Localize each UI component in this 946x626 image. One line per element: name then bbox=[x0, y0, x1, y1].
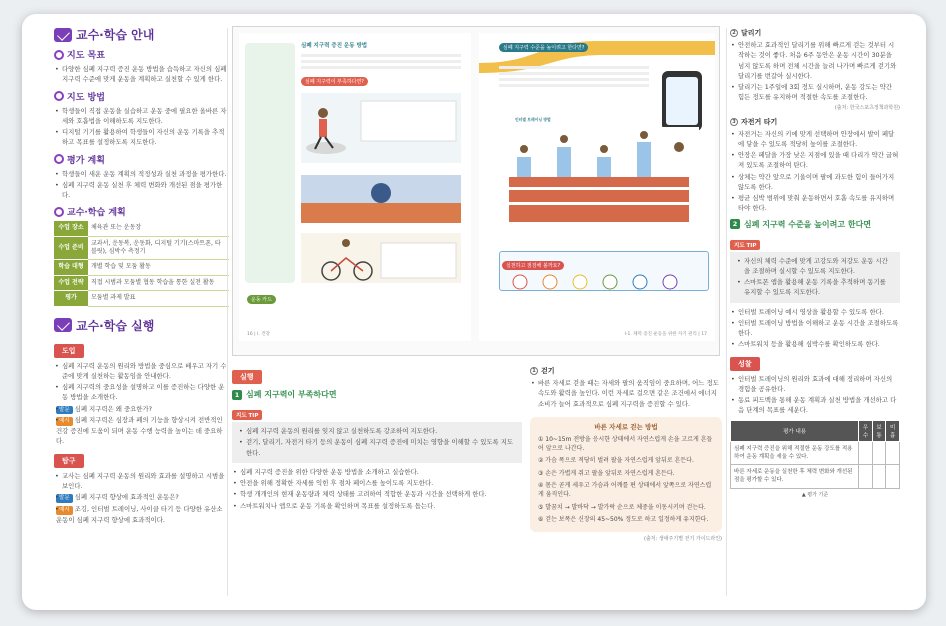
walking-step: ⑤ 발꿈치 → 발바닥 → 발가락 순으로 체중을 이동시키며 걷는다. bbox=[538, 503, 706, 511]
reflection-item: • 동료 피드백을 통해 운동 계획과 실천 방법을 개선하고 다음 단계의 목표를 세운다. bbox=[730, 395, 900, 416]
teaching-tip-badge: 지도 TIP bbox=[730, 240, 760, 250]
table-row bbox=[54, 275, 229, 290]
running-source: (출처: 한국스포츠정책과학원) bbox=[834, 104, 900, 111]
column-divider bbox=[227, 28, 228, 596]
teaching-practice-icon bbox=[54, 318, 72, 332]
plan-key: 수업 준비 bbox=[54, 236, 88, 260]
intro-answer bbox=[54, 415, 229, 446]
walking-number: 1 bbox=[530, 367, 538, 375]
cycling-number: 3 bbox=[730, 118, 738, 126]
method-item: • 디지털 기기를 활용하여 학생들이 자신의 운동 기록을 추적하고 목표를 설정하도록 지도한다. bbox=[54, 127, 229, 148]
spread-left-page bbox=[239, 33, 471, 341]
cycling-title: 자전거 타기 bbox=[741, 117, 778, 126]
eval-item: • 심폐 지구력 운동 실천 후 체력 변화와 개선된 점을 평가한다. bbox=[54, 180, 229, 201]
section-2-header bbox=[730, 219, 900, 230]
walking-method-box bbox=[530, 417, 722, 532]
goal-header bbox=[54, 48, 229, 61]
sidebar-notes bbox=[245, 43, 295, 283]
rating-cell[interactable] bbox=[859, 465, 873, 489]
stage-explore-label: 탐구 bbox=[54, 454, 84, 468]
spread-left-subtitle: 심폐 지구력이 부족하다면? bbox=[301, 77, 368, 86]
exercise-card-label: 운동 카드 bbox=[247, 295, 276, 304]
tip-item: • 심폐 지구력 운동의 원리를 잊지 않고 실천하도록 강조하여 지도한다. bbox=[238, 426, 516, 436]
method-header bbox=[54, 90, 229, 103]
execution-item: • 스마트워치나 앱으로 운동 기록을 확인하며 목표를 설정하도록 돕는다. bbox=[232, 501, 522, 511]
rating-cell[interactable] bbox=[886, 465, 900, 489]
cycling-item: • 평균 심박 범위에 맞춰 운동하면서 호흡 속도를 유지하며 타야 한다. bbox=[730, 193, 900, 214]
evaluation-table bbox=[730, 420, 900, 489]
plan-key: 수업 전략 bbox=[54, 275, 88, 290]
running-item: • 달리기는 1주일에 3회 정도 실시하며, 운동 강도는 약간 힘든 정도를 유지하며 적절한 속도를 조절한다. bbox=[730, 82, 900, 103]
walking-step: ④ 몸은 곧게 세우고 가슴과 어깨를 편 상태에서 앞쪽으로 자연스럽게 움직인다. bbox=[538, 481, 712, 499]
walking-step: ③ 손은 가볍게 쥐고 팔을 앞뒤로 자연스럽게 흔든다. bbox=[538, 469, 675, 477]
right-column bbox=[730, 26, 900, 498]
spread-left-illustration bbox=[301, 93, 461, 283]
section-number: 2 bbox=[730, 219, 740, 229]
walking-step: ② 가슴 폭으로 적당히 벌려 팔을 자연스럽게 앞뒤로 흔든다. bbox=[538, 457, 694, 465]
explore-question bbox=[54, 492, 229, 503]
tip-box bbox=[730, 252, 900, 303]
cycling-item: • 상체는 약간 앞으로 기울이며 팔에 과도한 힘이 들어가지 않도록 한다. bbox=[730, 172, 900, 193]
practice-header bbox=[54, 317, 229, 334]
textbook-page bbox=[22, 14, 926, 610]
intro-item: • 심폐 지구력 운동의 원리와 방법을 중심으로 배우고 자기 수준에 맞게 실천하는 활동임을 안내한다. bbox=[54, 361, 229, 382]
stage-execution-label: 실행 bbox=[232, 370, 262, 384]
gear-icon bbox=[54, 207, 64, 217]
eval-title: 평가 계획 bbox=[67, 155, 105, 166]
criteria-cell: 바른 자세로 운동을 실천한 후 체력 변화와 개선된 점을 평가할 수 있다. bbox=[731, 465, 859, 489]
running-title: 달리기 bbox=[741, 29, 762, 37]
interval-item: • 인터벌 트레이닝 예시 영상을 활용할 수 있도록 한다. bbox=[730, 307, 900, 317]
plan-value: 체육관 또는 운동장 bbox=[88, 221, 229, 236]
walking-title: 걷기 bbox=[541, 367, 555, 375]
column-header: 평가 내용 bbox=[731, 420, 859, 441]
question-text: 심폐 지구력 향상에 효과적인 운동은? bbox=[74, 493, 179, 502]
cycling-header bbox=[730, 117, 900, 127]
walking-header bbox=[530, 366, 722, 376]
plan-value: 교과서, 운동복, 운동화, 디지털 기기(스마트폰, 타블릿), 심박수 측정기 bbox=[88, 236, 229, 260]
check-box bbox=[499, 251, 709, 291]
running-item: • 안전하고 효과적인 달리기를 위해 빠르게 걷는 것부터 시작하는 것이 좋다. 처음 6주 동안은 운동 시간이 30분을 넘지 않도록 하며 전체 시간을 늘려 나가며 빠르게 걷기와 달리기를 번갈아 실시한다. bbox=[730, 40, 900, 81]
spread-right-page bbox=[479, 33, 715, 341]
interval-graph-label: 인터벌 트레이닝 방법 bbox=[515, 117, 551, 122]
walking-step: ⑥ 걷는 보폭은 신장의 45~50% 정도로 하고 일정하게 유지한다. bbox=[538, 515, 709, 523]
rating-cell[interactable] bbox=[872, 441, 886, 465]
page-unit: I. 건강 bbox=[257, 332, 271, 337]
spread-left-footer: 16 | I. 건강 bbox=[247, 332, 271, 337]
table-row bbox=[54, 291, 229, 306]
plan-value: 개별 학습 및 모둠 활동 bbox=[88, 260, 229, 275]
tip-item: • 걷기, 달리기, 자전거 타기 등의 운동이 심폐 지구력 증진에 미치는 영향을 이해할 수 있도록 지도한다. bbox=[238, 437, 516, 458]
execution-item: • 안전을 위해 정확한 자세를 익힌 후 점차 페이스를 높이도록 지도한다. bbox=[232, 478, 522, 488]
walking-text: • 바른 자세로 걷을 때는 자세와 팔의 움직임이 중요하며, 어느 정도 속도와 활력을 높인다. 이런 자세로 걸으면 같은 조건에서 에너지 소비가 늘어 효과적으로 심폐 지구력을 증진할 수 있다. bbox=[530, 378, 722, 409]
interval-item: • 인터벌 트레이닝 방법을 이해하고 운동 시간을 조절하도록 한다. bbox=[730, 318, 900, 339]
example-badge: 예시 bbox=[56, 506, 73, 515]
rating-cell[interactable] bbox=[886, 441, 900, 465]
page-number: 17 bbox=[701, 332, 707, 337]
spread-left-title: 심폐 지구력 증진 운동 방법 bbox=[301, 43, 368, 49]
gear-icon bbox=[54, 50, 64, 60]
interval-training-illustration bbox=[499, 127, 699, 247]
eval-header bbox=[54, 153, 229, 166]
reflection-item: • 인터벌 트레이닝의 원리와 효과에 대해 정리하며 자신의 경험을 공유한다. bbox=[730, 374, 900, 395]
goal-item: • 다양한 심폐 지구력 증진 운동 방법을 습득하고 자신의 심폐 지구력 수준에 맞게 운동을 계획하고 실천할 수 있게 한다. bbox=[54, 64, 229, 85]
execution-column bbox=[232, 364, 522, 512]
page-number: 16 bbox=[247, 332, 253, 337]
method-title: 지도 방법 bbox=[67, 92, 105, 103]
walking-method-title: 바른 자세로 걷는 방법 bbox=[594, 422, 658, 431]
table-row bbox=[731, 465, 900, 489]
question-badge: 발문 bbox=[56, 494, 73, 503]
intro-question bbox=[54, 404, 229, 415]
example-text: 조깅, 인터벌 트레이닝, 사이클 타기 등 다양한 유산소 운동이 심폐 지구력 향상에 효과적이다. bbox=[56, 504, 223, 524]
plan-key: 수업 장소 bbox=[54, 221, 88, 236]
tip-item: • 자신의 체력 수준에 맞게 고강도와 저강도 운동 시간을 조절하며 실시할 수 있도록 지도한다. bbox=[736, 256, 894, 277]
rating-cell[interactable] bbox=[859, 441, 873, 465]
guide-header bbox=[54, 26, 229, 43]
table-header-row bbox=[731, 420, 900, 441]
table-row bbox=[54, 221, 229, 236]
execution-item: • 학생 개개인의 현재 운동량과 체력 상태를 고려하여 적합한 운동과 시간을 선택하게 한다. bbox=[232, 489, 522, 499]
table-row bbox=[54, 236, 229, 260]
section-1-header bbox=[232, 389, 522, 400]
check-title: 실천하고 점검해 볼까요? bbox=[502, 261, 564, 270]
spread-right-body bbox=[499, 63, 649, 90]
plan-key: 학습 대형 bbox=[54, 260, 88, 275]
spread-right-footer: I-1. 체력 증진 운동을 위한 자기 관리 | 17 bbox=[624, 332, 707, 337]
plan-value: 모둠별 과제 발표 bbox=[88, 291, 229, 306]
plan-table bbox=[54, 221, 229, 306]
intro-item: • 심폐 지구력의 중요성을 설명하고 이를 증진하는 다양한 운동 방법을 소개한다. bbox=[54, 382, 229, 403]
gear-icon bbox=[54, 154, 64, 164]
guide-column bbox=[54, 26, 229, 526]
explore-item: • 교사는 심폐 지구력 운동의 원리와 효과를 설명하고 시범을 보인다. bbox=[54, 471, 229, 492]
table-row bbox=[54, 260, 229, 275]
example-text: 심폐 지구력은 심장과 폐의 기능을 향상시켜 전반적인 건강 증진에 도움이 되며 운동 수행 능력을 높이는 데 중요하다. bbox=[56, 416, 223, 446]
column-divider bbox=[726, 28, 727, 596]
example-badge: 예시 bbox=[56, 417, 73, 426]
eval-item: • 학생들이 새운 운동 계획의 적정성과 실천 과정을 평가한다. bbox=[54, 169, 229, 179]
walking-step: ① 10~15m 전방을 응시한 상태에서 자연스럽게 손을 고르게 흔들어 앞으로 나간다. bbox=[538, 435, 713, 453]
walking-column bbox=[530, 364, 722, 542]
tip-item: • 스마트폰 앱을 활용해 운동 기록을 추적하며 동기를 유지할 수 있도록 지도한다. bbox=[736, 277, 894, 298]
page-unit: I-1. 체력 증진 운동을 위한 자기 관리 bbox=[624, 332, 697, 337]
plan-header bbox=[54, 205, 229, 218]
gear-icon bbox=[54, 91, 64, 101]
column-header: 우수 bbox=[859, 420, 873, 441]
rating-cell[interactable] bbox=[872, 465, 886, 489]
column-header: 미흡 bbox=[886, 420, 900, 441]
tip-box bbox=[232, 422, 522, 463]
question-text: 심폐 지구력은 왜 중요한가? bbox=[74, 404, 153, 413]
interval-item: • 스마트워치 등을 활용해 심박수를 확인하도록 한다. bbox=[730, 339, 900, 349]
section-title: 심폐 지구력 수준을 높이려고 한다면 bbox=[744, 219, 872, 229]
check-score-icons bbox=[500, 272, 700, 292]
spread-left-body bbox=[301, 51, 461, 72]
goal-title: 지도 목표 bbox=[67, 51, 105, 61]
teaching-tip-badge: 지도 TIP bbox=[232, 410, 262, 420]
running-header bbox=[730, 28, 900, 38]
table-caption: ▲ 평가 기준 bbox=[801, 491, 829, 498]
column-header: 보통 bbox=[872, 420, 886, 441]
stage-reflection-label: 성찰 bbox=[730, 357, 760, 371]
cycling-item: • 안장은 페달을 가장 낮은 지점에 있을 때 다리가 약간 굽혀져 있도록 조절하여 탄다. bbox=[730, 150, 900, 171]
plan-value: 직접 시범과 모둠별 협동 학습을 통한 실천 활동 bbox=[88, 275, 229, 290]
section-title: 심폐 지구력이 부족하다면 bbox=[246, 390, 337, 399]
spread-right-banner: 심폐 지구력 수준을 높이려고 한다면? bbox=[499, 43, 588, 52]
execution-item: • 심폐 지구력 증진을 위한 다양한 운동 방법을 소개하고 실습한다. bbox=[232, 467, 522, 477]
explore-answer bbox=[54, 504, 229, 525]
method-item: • 학생들이 직접 운동을 실습하고 운동 중에 필요한 올바른 자세와 호흡법을 이해하도록 지도한다. bbox=[54, 106, 229, 127]
guide-title: 교수·학습 안내 bbox=[76, 28, 155, 42]
running-number: 2 bbox=[730, 29, 738, 37]
practice-title: 교수·학습 실행 bbox=[76, 318, 155, 333]
section-number: 1 bbox=[232, 390, 242, 400]
textbook-spread bbox=[232, 26, 720, 356]
cycling-item: • 자전거는 자신의 키에 맞게 선택하며 안장에서 발이 페달에 닿을 수 있도록 적당히 높이를 조절한다. bbox=[730, 129, 900, 150]
criteria-cell: 심폐 지구력 증진을 위해 적절한 운동 강도를 적용하여 운동 계획을 세울 수 있다. bbox=[731, 441, 859, 465]
question-badge: 발문 bbox=[56, 406, 73, 415]
table-row bbox=[731, 441, 900, 465]
teaching-guide-icon bbox=[54, 28, 72, 42]
plan-key: 평가 bbox=[54, 291, 88, 306]
walking-source: (출처: 생애주기별 걷기 가이드라인) bbox=[644, 536, 722, 543]
stage-intro-label: 도입 bbox=[54, 344, 84, 358]
plan-title: 교수·학습 계획 bbox=[67, 208, 126, 219]
